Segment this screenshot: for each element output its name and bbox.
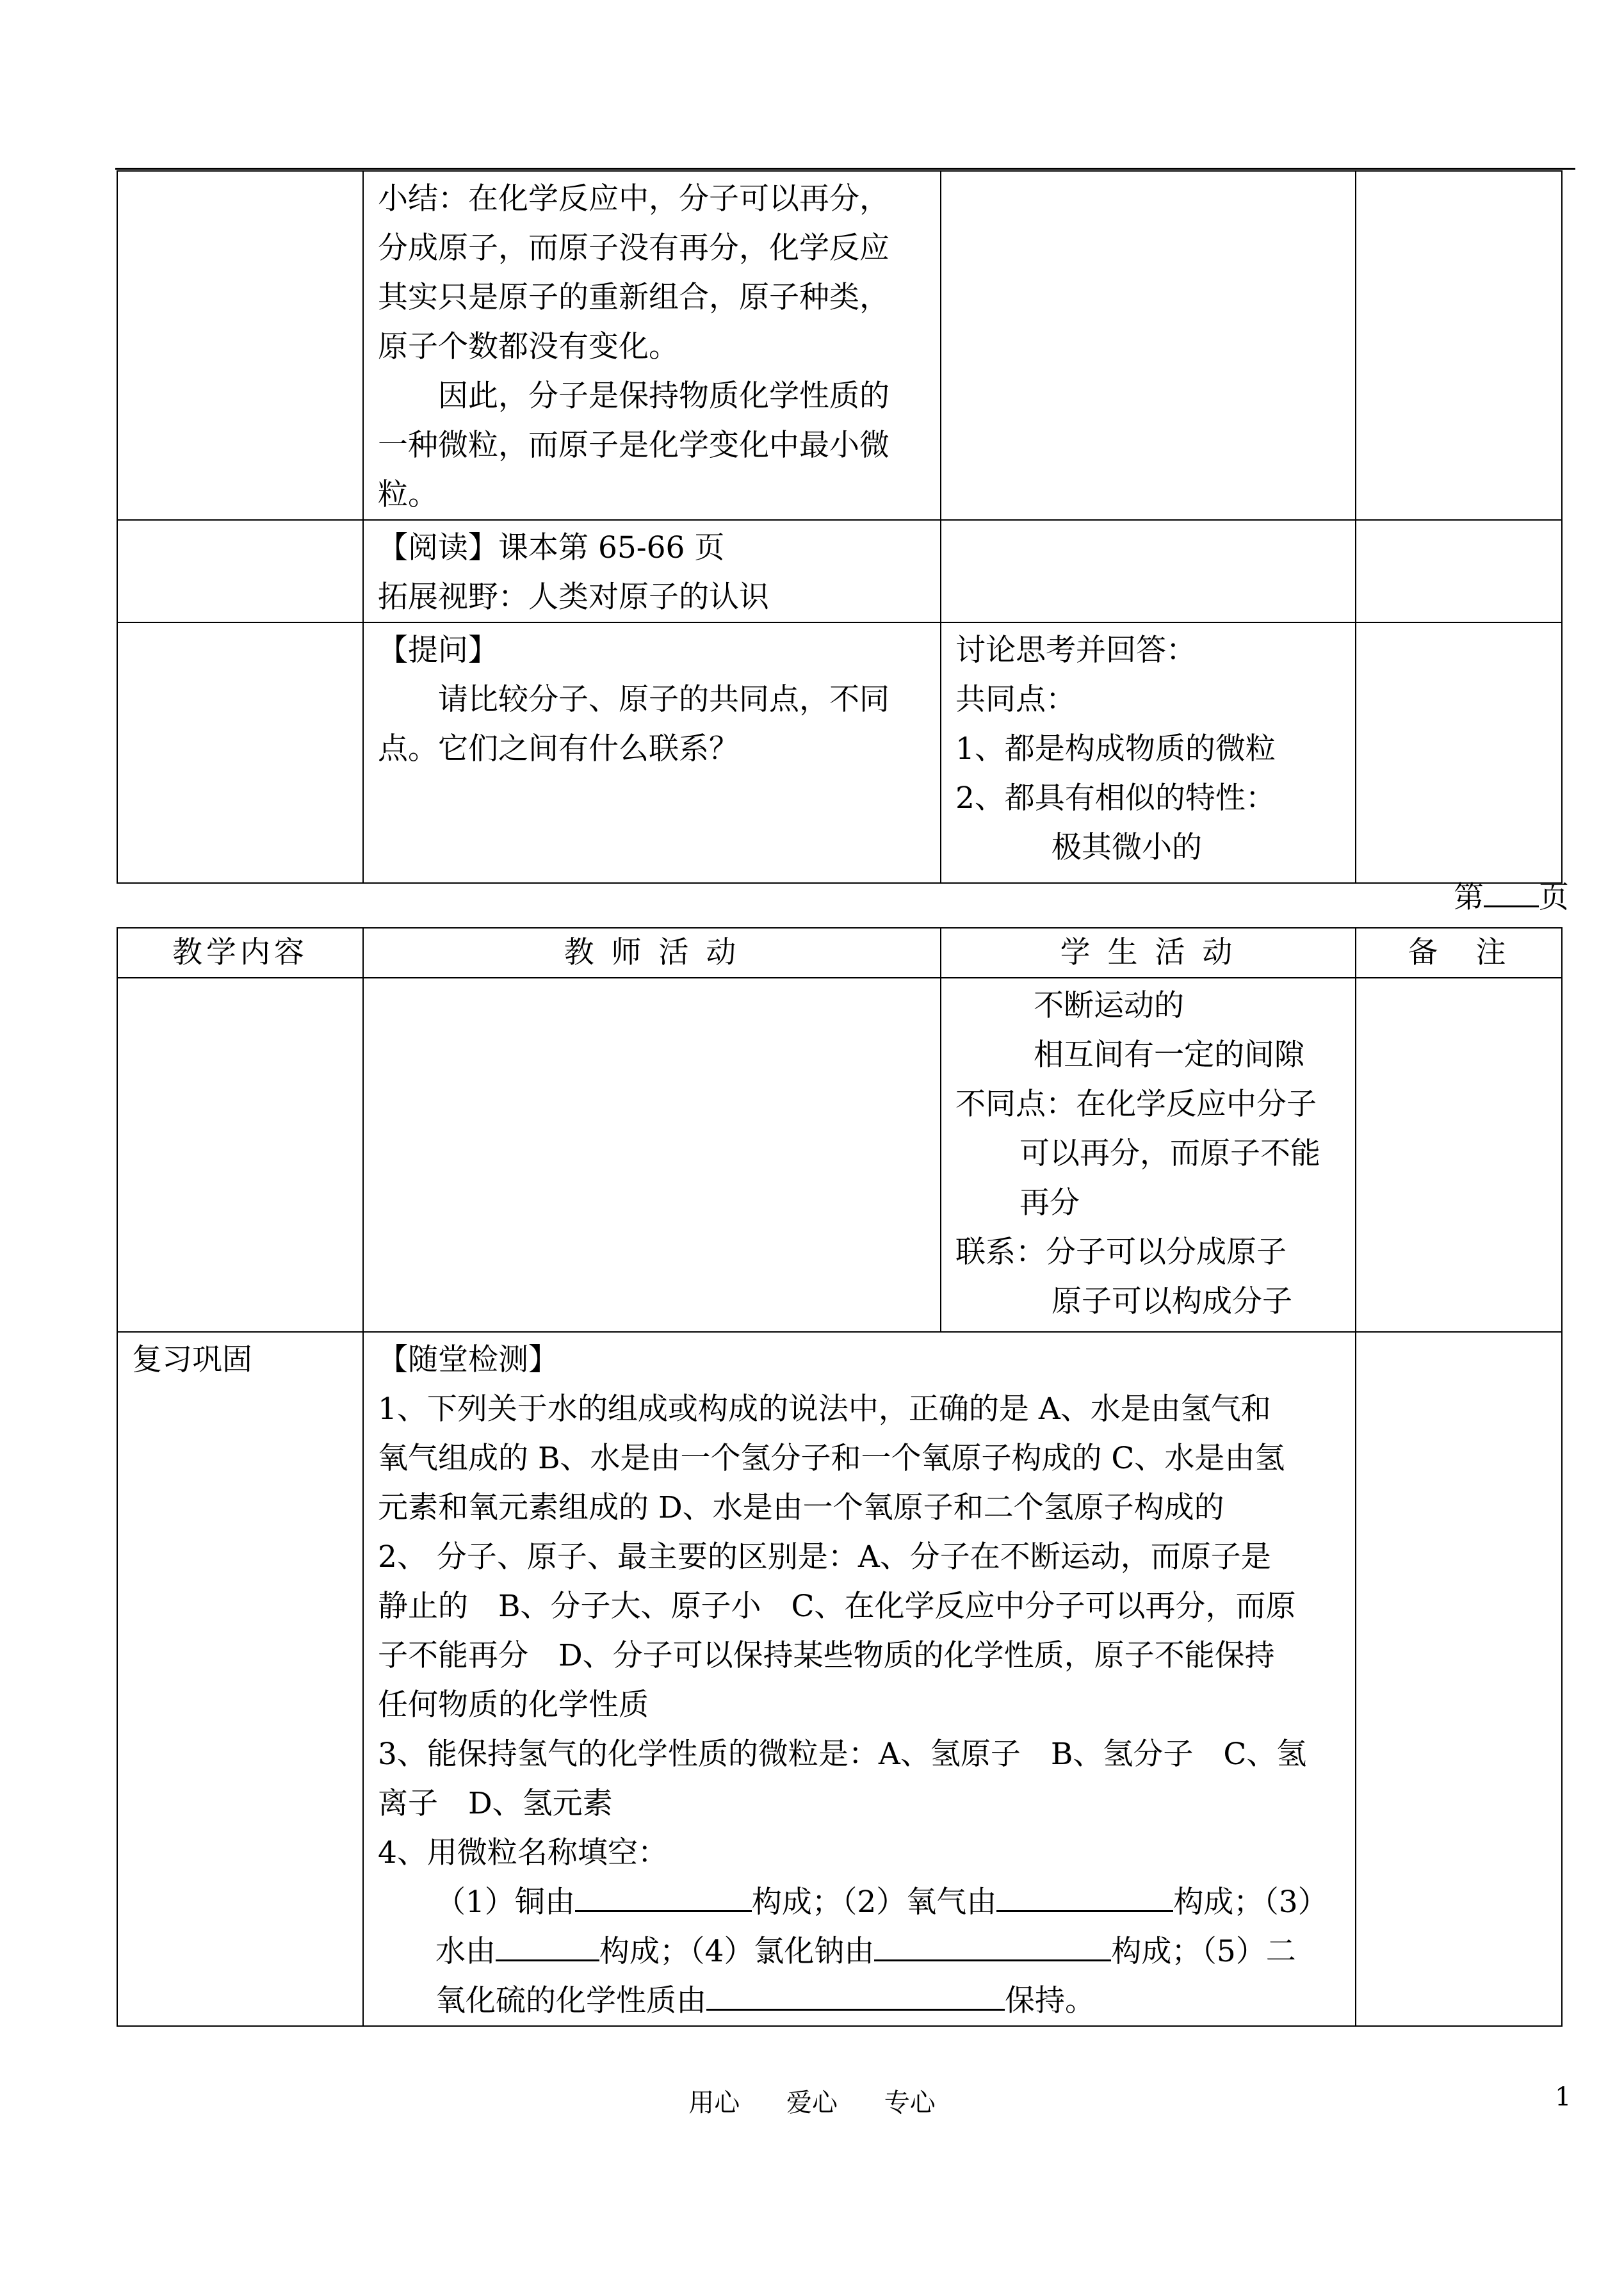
question-line: 任何物质的化学性质 (378, 1687, 649, 1723)
text-line: 1、都是构成物质的微粒 (955, 731, 1276, 766)
header-content: 教学内容 (117, 928, 363, 978)
text-line: 分成原子，而原子没有再分，化学反应 (378, 231, 889, 266)
fill-text: 构成；（4）氯化钠由 (599, 1934, 875, 1969)
text-line: 【阅读】课本第 65-66 页 (378, 530, 725, 565)
lesson-table (117, 927, 1563, 2027)
question-line: 1、下列关于水的组成或构成的说法中，正确的是 A、水是由氢气和 (378, 1391, 1271, 1427)
text-line: 不断运动的 (1034, 988, 1184, 1023)
text-line: 拓展视野：人类对原子的认识 (378, 580, 769, 615)
header-notes: 备 注 (1356, 928, 1562, 978)
content-label: 复习巩固 (132, 1342, 252, 1377)
header-teacher-activity: 教 师 活 动 (363, 928, 941, 978)
teacher-activity-cell (363, 520, 941, 622)
student-activity-cell (941, 622, 1356, 883)
text-line: 可以再分，而原子不能 (1019, 1136, 1320, 1171)
teacher-activity-cell (363, 978, 941, 1332)
student-activity-cell (941, 520, 1356, 622)
table-row (117, 171, 1562, 520)
answer-blank[interactable] (575, 1881, 752, 1912)
footer-text: 爱心 (786, 2088, 838, 2118)
question-line: 离子 D、氢元素 (378, 1786, 613, 1821)
teacher-activity-cell (363, 622, 941, 883)
question-line: 3、能保持氢气的化学性质的微粒是：A、氢原子 B、氢分子 C、氢 (378, 1737, 1307, 1772)
text-line: 请比较分子、原子的共同点，不同 (438, 682, 889, 717)
fill-text: （1）铜由 (435, 1885, 575, 1920)
header-student-activity: 学 生 活 动 (941, 928, 1356, 978)
content-cell (117, 1332, 363, 2026)
content-cell (117, 622, 363, 883)
header-rule (115, 168, 1575, 170)
text-line: 一种微粒，而原子是化学变化中最小微 (378, 428, 889, 463)
content-cell (117, 171, 363, 520)
text-line: 其实只是原子的重新组合，原子种类， (378, 280, 889, 315)
fill-text: 保持。 (1005, 1983, 1095, 2018)
table-row (117, 1332, 1562, 2026)
notes-cell (1356, 171, 1562, 520)
question-line: 元素和氧元素组成的 D、水是由一个氧原子和二个氢原子构成的 (378, 1490, 1224, 1525)
question-line: 氧气组成的 B、水是由一个氢分子和一个氧原子构成的 C、水是由氢 (378, 1441, 1285, 1476)
text-line: 小结：在化学反应中，分子可以再分， (378, 181, 889, 216)
text-line: 讨论思考并回答： (955, 633, 1196, 668)
text-line: 点。它们之间有什么联系？ (378, 731, 739, 766)
quiz-cell (363, 1332, 1356, 2026)
fill-text: 构成；（3） (1173, 1885, 1328, 1920)
lesson-table-continued (117, 170, 1563, 884)
notes-cell (1356, 520, 1562, 622)
answer-blank[interactable] (874, 1930, 1111, 1961)
fill-blank-line (378, 1877, 1350, 1927)
page-label-prefix: 第 (1454, 880, 1484, 915)
question-line: 4、用微粒名称填空： (378, 1835, 668, 1870)
answer-blank[interactable] (496, 1930, 599, 1961)
fill-blank-line (378, 1976, 1350, 2025)
answer-blank[interactable] (996, 1881, 1173, 1912)
table-header-row (117, 928, 1562, 978)
table-row (117, 978, 1562, 1332)
table-row (117, 622, 1562, 883)
content-cell (117, 978, 363, 1332)
question-line: 静止的 B、分子大、原子小 C、在化学反应中分子可以再分，而原 (378, 1589, 1296, 1624)
fill-text: 氧化硫的化学性质由 (435, 1983, 706, 2018)
text-line: 因此，分子是保持物质化学性质的 (438, 378, 889, 414)
student-activity-cell (941, 978, 1356, 1332)
text-line: 粒。 (378, 477, 438, 512)
text-line: 再分 (1019, 1185, 1080, 1220)
text-line: 极其微小的 (1052, 830, 1202, 865)
text-line: 共同点： (955, 682, 1076, 717)
page-number: 1 (1555, 2082, 1571, 2112)
fill-text: 构成；（2）氧气由 (751, 1885, 997, 1920)
fill-blank-line (378, 1927, 1350, 1976)
answer-blank[interactable] (706, 1979, 1005, 2011)
text-line: 原子可以构成分子 (1052, 1284, 1292, 1319)
footer-text: 用心 (688, 2088, 740, 2118)
table-row (117, 520, 1562, 622)
question-line: 子不能再分 D、分子可以保持某些物质的化学性质，原子不能保持 (378, 1638, 1275, 1673)
teacher-activity-cell (363, 171, 941, 520)
text-line: 【提问】 (378, 633, 498, 668)
quiz-title: 【随堂检测】 (378, 1342, 558, 1377)
footer-text: 专心 (884, 2088, 936, 2118)
page-label (1454, 876, 1569, 917)
page-label-suffix: 页 (1539, 880, 1569, 915)
text-line: 不同点：在化学反应中分子 (955, 1087, 1317, 1122)
text-line: 联系：分子可以分成原子 (955, 1235, 1287, 1270)
page-footer (0, 2082, 1624, 2119)
page-number-blank (1484, 876, 1539, 907)
fill-text: 构成；（5）二 (1111, 1934, 1296, 1969)
question-line: 2、 分子、原子、最主要的区别是：A、分子在不断运动，而原子是 (378, 1539, 1271, 1575)
text-line: 2、都具有相似的特性： (955, 781, 1276, 816)
text-line: 原子个数都没有变化。 (378, 329, 679, 364)
student-activity-cell (941, 171, 1356, 520)
text-line: 相互间有一定的间隙 (1034, 1037, 1304, 1073)
notes-cell (1356, 1332, 1562, 2026)
notes-cell (1356, 622, 1562, 883)
notes-cell (1356, 978, 1562, 1332)
fill-text: 水由 (435, 1934, 496, 1969)
content-cell (117, 520, 363, 622)
